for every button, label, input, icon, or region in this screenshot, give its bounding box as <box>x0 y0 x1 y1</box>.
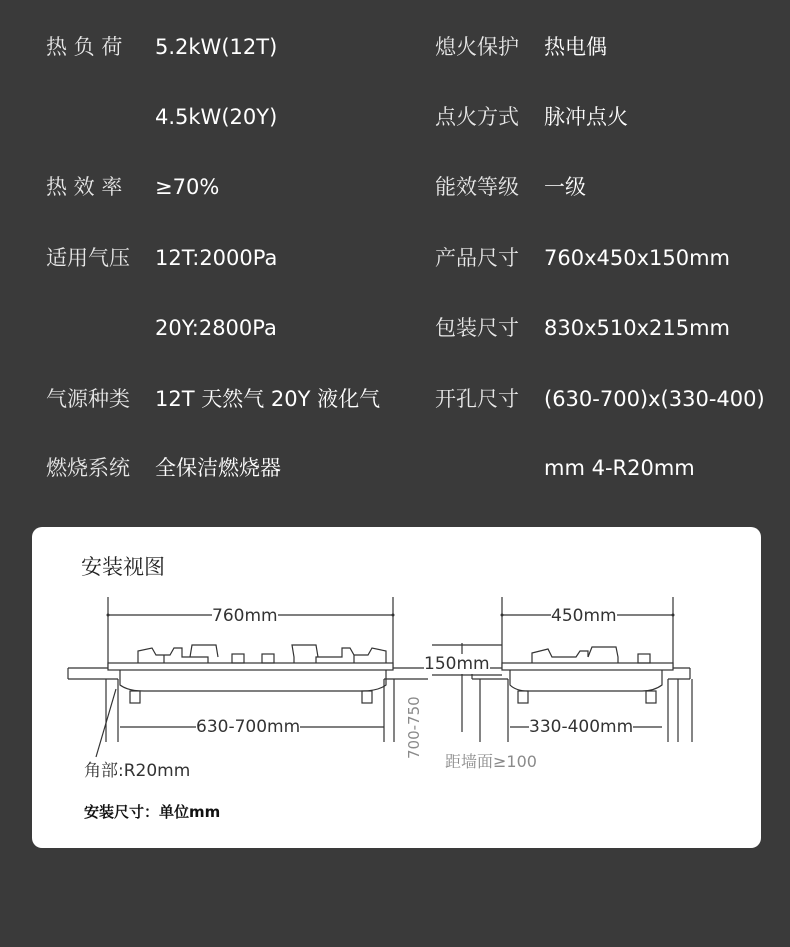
spec-value-cutout-size: (630-700)x(330-400) <box>544 387 765 411</box>
height-label: 150mm <box>424 654 490 674</box>
spec-value-package-size: 830x510x215mm <box>544 316 731 340</box>
spec-label-pressure: 适用气压 <box>46 246 130 270</box>
installation-drawing <box>32 527 761 848</box>
spec-value-pressure-20y: 20Y:2800Pa <box>155 316 277 340</box>
spec-label-ignition: 点火方式 <box>435 105 519 129</box>
spec-value-gas-type: 12T 天然气 20Y 液化气 <box>155 387 381 411</box>
spec-label-cutout-size: 开孔尺寸 <box>435 387 519 411</box>
spec-label-gas-type: 气源种类 <box>46 387 130 411</box>
front-cutout-label: 630-700mm <box>196 717 301 737</box>
cabinet-height-label: 700-750 <box>405 696 423 759</box>
spec-value-energy-grade: 一级 <box>544 175 586 199</box>
spec-value-cutout-size-cont: mm 4-R20mm <box>544 456 695 480</box>
spec-label-product-size: 产品尺寸 <box>435 246 519 270</box>
spec-value-heat-load-20y: 4.5kW(20Y) <box>155 105 278 129</box>
spec-label-burner-system: 燃烧系统 <box>46 456 130 480</box>
spec-value-heat-load-12t: 5.2kW(12T) <box>155 35 278 59</box>
side-depth-label: 450mm <box>551 606 617 626</box>
installation-panel <box>32 527 761 848</box>
side-cutout-label: 330-400mm <box>529 717 634 737</box>
corner-radius-label: 角部:R20mm <box>84 761 191 781</box>
spec-label-flame-protection: 熄火保护 <box>435 35 519 59</box>
spec-label-heat-load: 热 负 荷 <box>46 35 123 59</box>
spec-label-package-size: 包装尺寸 <box>435 316 519 340</box>
spec-value-flame-protection: 热电偶 <box>544 35 607 59</box>
spec-label-energy-grade: 能效等级 <box>435 175 519 199</box>
installation-title: 安装视图 <box>81 555 165 579</box>
spec-value-product-size: 760x450x150mm <box>544 246 731 270</box>
wall-distance-label: 距墙面≥100 <box>445 752 537 771</box>
spec-value-burner-system: 全保洁燃烧器 <box>155 456 281 480</box>
spec-value-pressure-12t: 12T:2000Pa <box>155 246 278 270</box>
spec-value-efficiency: ≥70% <box>155 175 220 199</box>
spec-label-efficiency: 热 效 率 <box>46 175 123 199</box>
front-width-label: 760mm <box>212 606 278 626</box>
unit-note: 安装尺寸：单位mm <box>84 803 221 821</box>
spec-value-ignition: 脉冲点火 <box>544 105 628 129</box>
